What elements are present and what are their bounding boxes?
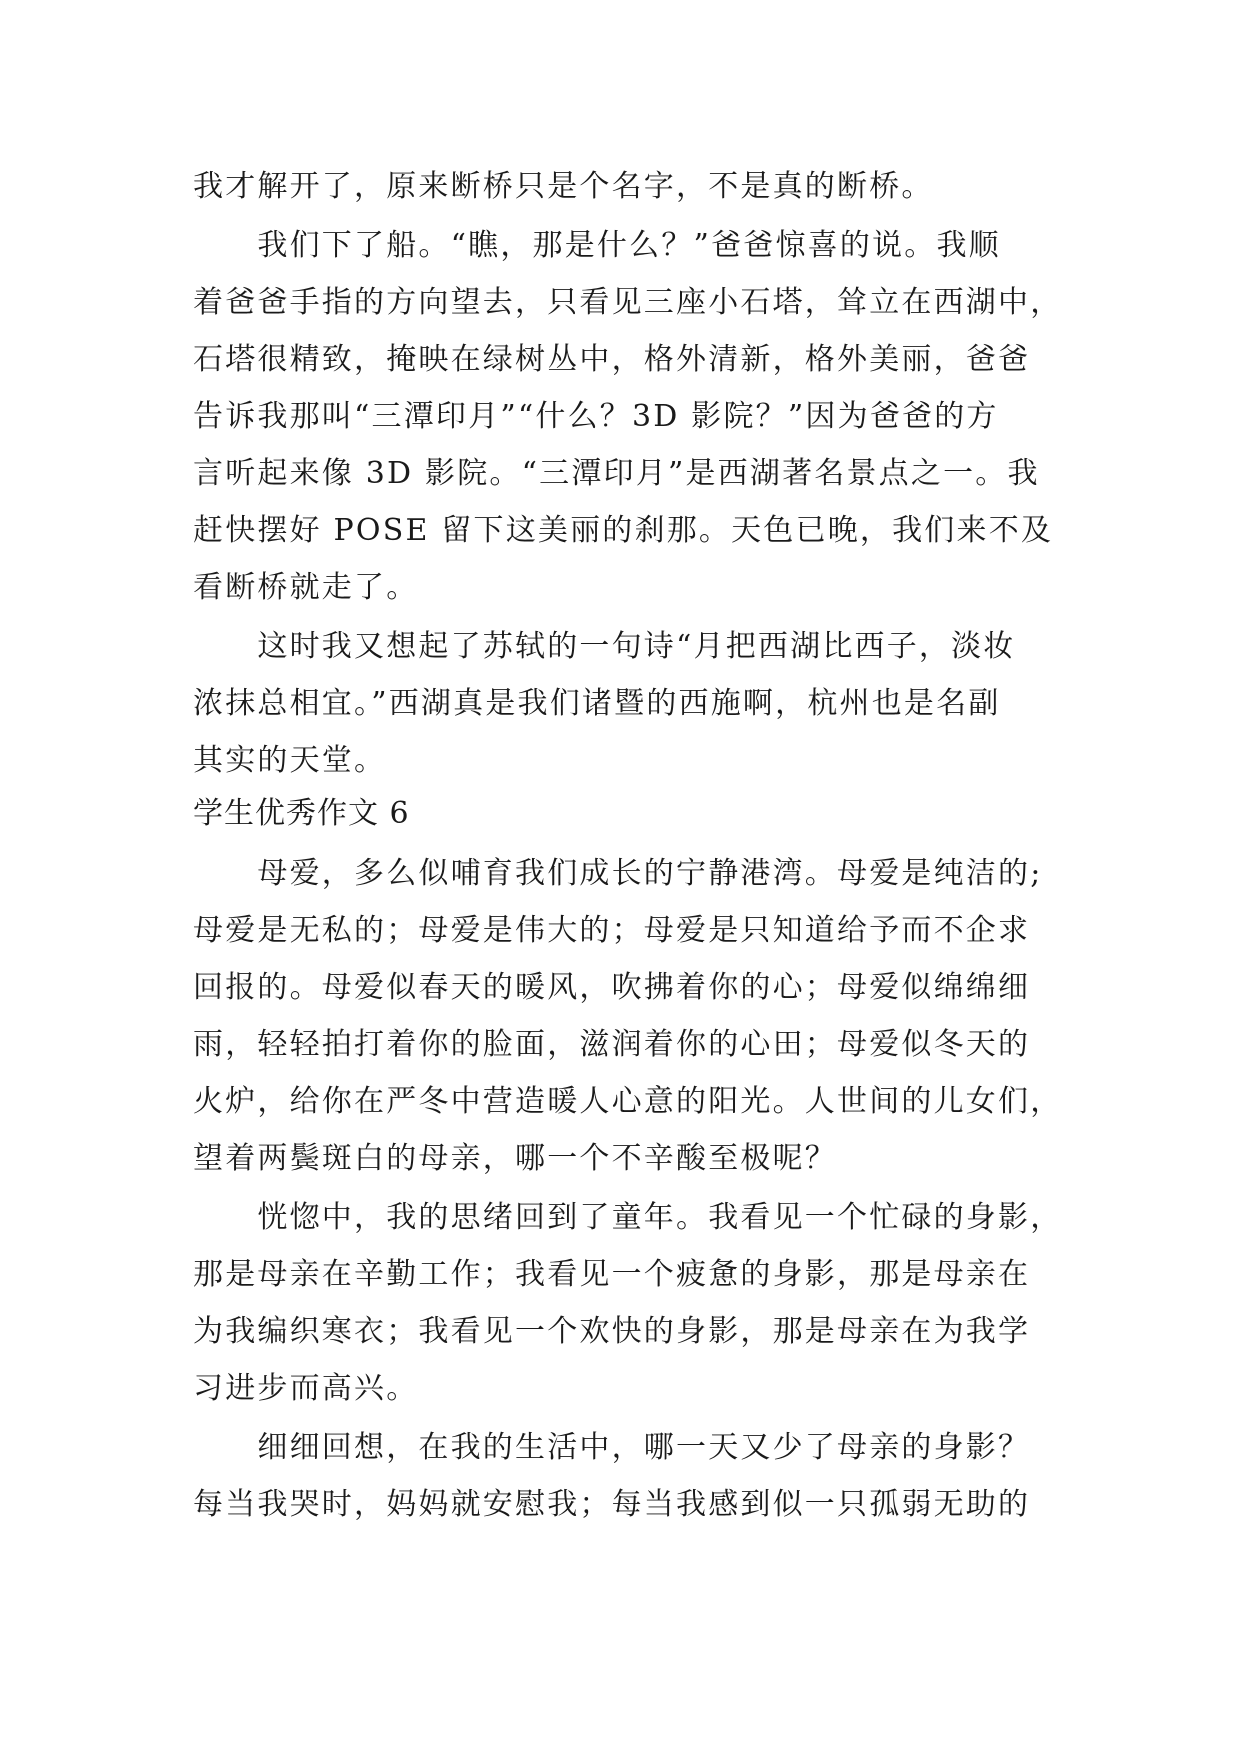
text-line: 看断桥就走了。 <box>193 570 419 605</box>
text-line: 火炉，给你在严冬中营造暖人心意的阳光。人世间的儿女们， <box>193 1084 1063 1119</box>
text-line: 我才解开了，原来断桥只是个名字，不是真的断桥。 <box>193 169 934 204</box>
text-line: 着爸爸手指的方向望去，只看见三座小石塔，耸立在西湖中， <box>193 285 1063 320</box>
text-line: 那是母亲在辛勤工作；我看见一个疲惫的身影，那是母亲在 <box>193 1257 1031 1292</box>
text-line: 石塔很精致，掩映在绿树丛中，格外清新，格外美丽，爸爸 <box>193 342 1031 377</box>
text-line: 望着两鬓斑白的母亲，哪一个不辛酸至极呢？ <box>193 1141 837 1176</box>
section-heading: 学生优秀作文 6 <box>193 796 410 831</box>
text-line: 细细回想，在我的生活中，哪一天又少了母亲的身影？ <box>193 1430 1031 1465</box>
text-line: 我们下了船。“瞧，那是什么？”爸爸惊喜的说。我顺 <box>193 228 1001 263</box>
text-line: 其实的天堂。 <box>193 743 387 778</box>
text-line: 浓抹总相宜。”西湖真是我们诸暨的西施啊，杭州也是名副 <box>193 686 1001 721</box>
body-text <box>193 158 1063 1533</box>
text-line: 恍惚中，我的思绪回到了童年。我看见一个忙碌的身影， <box>193 1200 1063 1235</box>
text-line: 告诉我那叫“三潭印月”“什么？3D 影院？”因为爸爸的方 <box>193 399 999 434</box>
text-line: 母爱是无私的；母爱是伟大的；母爱是只知道给予而不企求 <box>193 913 1031 948</box>
text-line: 母爱，多么似哺育我们成长的宁静港湾。母爱是纯洁的; <box>193 856 1043 891</box>
text-line: 每当我哭时，妈妈就安慰我；每当我感到似一只孤弱无助的 <box>193 1487 1031 1522</box>
text-line: 为我编织寒衣；我看见一个欢快的身影，那是母亲在为我学 <box>193 1314 1031 1349</box>
text-line: 回报的。母爱似春天的暖风，吹拂着你的心；母爱似绵绵细 <box>193 970 1031 1005</box>
text-line: 言听起来像 3D 影院。“三潭印月”是西湖著名景点之一。我 <box>193 456 1040 491</box>
text-line: 习进步而高兴。 <box>193 1371 419 1406</box>
text-line: 赶快摆好 POSE 留下这美丽的刹那。天色已晚，我们来不及 <box>193 513 1054 548</box>
text-line: 雨，轻轻拍打着你的脸面，滋润着你的心田；母爱似冬天的 <box>193 1027 1031 1062</box>
text-line: 这时我又想起了苏轼的一句诗“月把西湖比西子，淡妆 <box>193 629 1016 664</box>
